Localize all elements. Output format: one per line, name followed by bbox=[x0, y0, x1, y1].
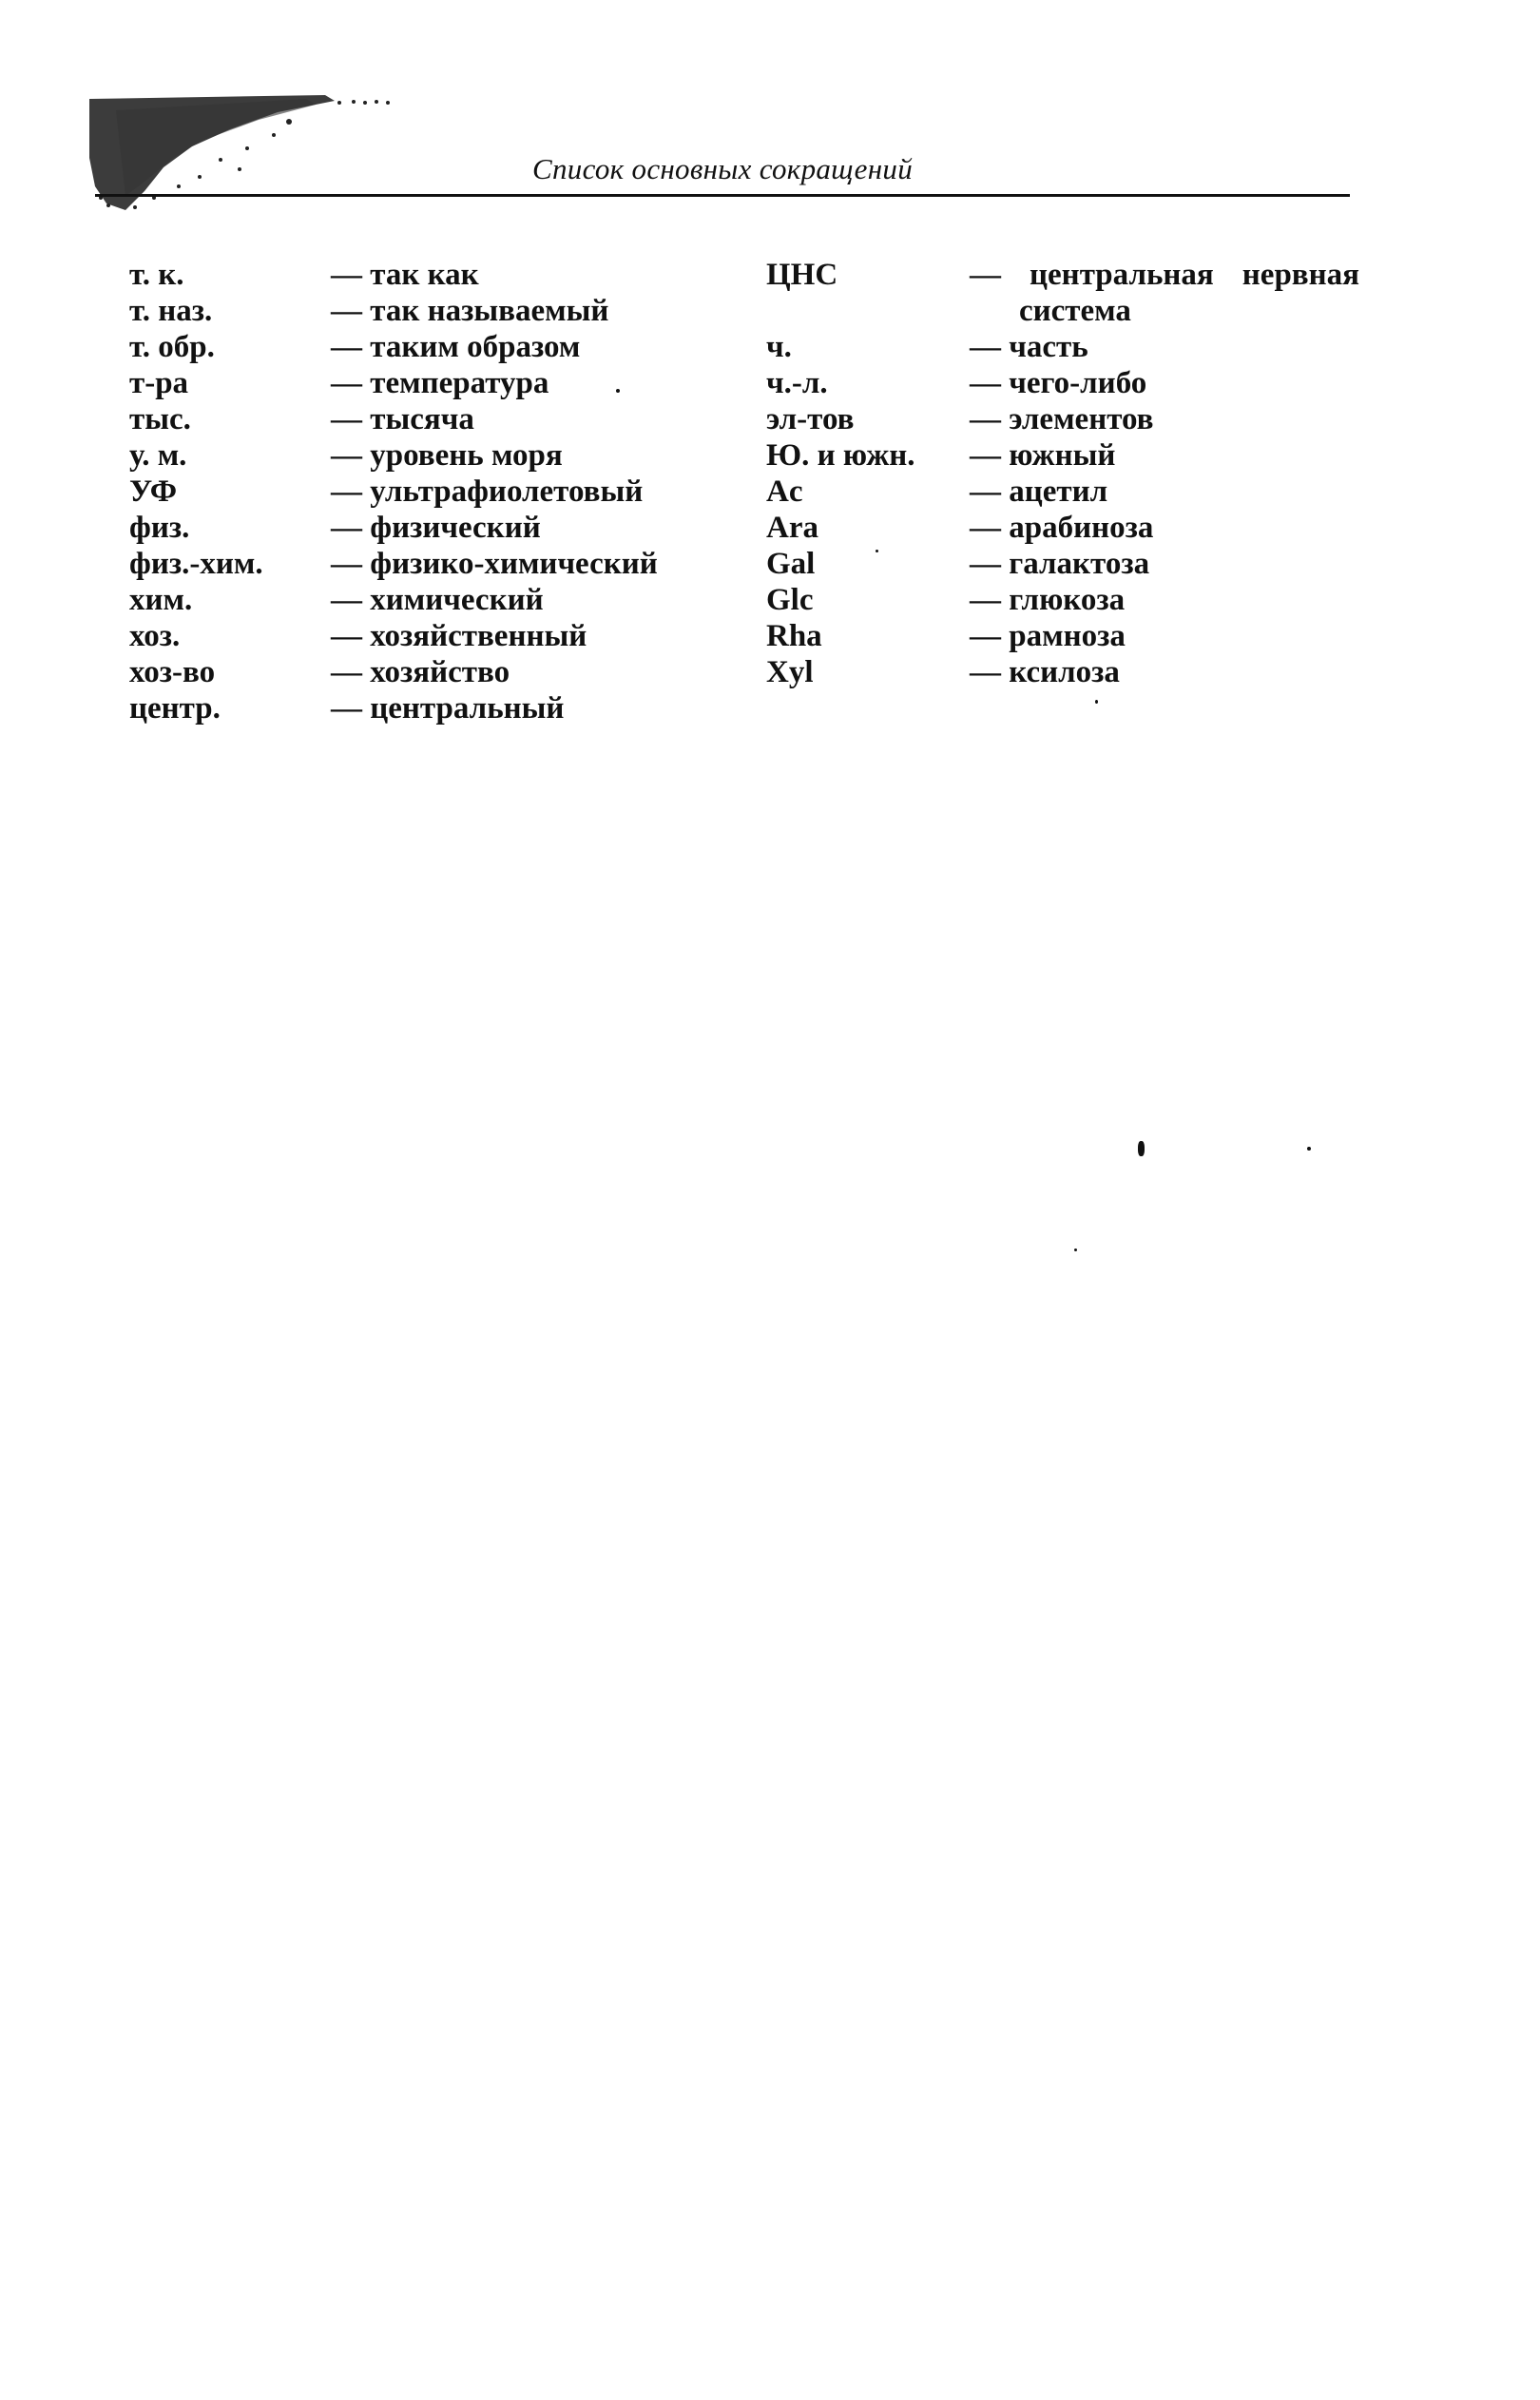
abbreviation: УФ bbox=[129, 474, 178, 509]
abbreviation: хоз-во bbox=[129, 655, 216, 689]
abbreviation: Ю. и южн. bbox=[766, 438, 915, 473]
definition: — ультрафиолетовый bbox=[331, 474, 644, 509]
header-rule bbox=[95, 194, 1350, 197]
list-item bbox=[766, 546, 1356, 582]
abbreviation: Rha bbox=[766, 619, 822, 653]
abbreviation: т. обр. bbox=[129, 330, 215, 364]
list-item bbox=[129, 401, 719, 437]
list-item bbox=[129, 618, 719, 654]
definition: — чего-либо bbox=[970, 366, 1147, 400]
abbreviation: Xyl bbox=[766, 655, 814, 689]
list-item bbox=[129, 437, 719, 474]
abbreviation: т. к. bbox=[129, 258, 184, 292]
definition: — так как bbox=[331, 258, 479, 292]
abbreviation: Ac bbox=[766, 474, 803, 509]
list-item bbox=[766, 582, 1356, 618]
definition: — центральный bbox=[331, 691, 565, 726]
list-item bbox=[129, 582, 719, 618]
definition: — тысяча bbox=[331, 402, 474, 436]
abbreviation: хим. bbox=[129, 583, 193, 617]
list-item bbox=[766, 401, 1356, 437]
definition: — глюкоза bbox=[970, 583, 1126, 617]
list-item bbox=[766, 329, 1356, 365]
definition: — элементов bbox=[970, 402, 1154, 436]
list-item bbox=[766, 654, 1356, 690]
definition: — ксилоза bbox=[970, 655, 1120, 689]
abbreviation: Gal bbox=[766, 547, 816, 581]
definition: — так называемый bbox=[331, 294, 609, 328]
list-item-continuation bbox=[766, 293, 1356, 329]
definition: — южный bbox=[970, 438, 1116, 473]
abbreviation-list-right bbox=[766, 257, 1359, 690]
definition: — ацетил bbox=[970, 474, 1108, 509]
list-item bbox=[766, 437, 1356, 474]
abbreviation: т-ра bbox=[129, 366, 189, 400]
abbreviation: центр. bbox=[129, 691, 221, 726]
definition: — часть bbox=[970, 330, 1088, 364]
definition: — таким образом bbox=[331, 330, 581, 364]
scan-speck bbox=[1095, 700, 1098, 704]
list-item bbox=[129, 365, 719, 401]
list-item bbox=[766, 365, 1356, 401]
abbreviation: физ. bbox=[129, 511, 190, 545]
list-item bbox=[129, 546, 719, 582]
list-item bbox=[129, 329, 719, 365]
abbreviation: Ara bbox=[766, 511, 818, 545]
definition: — хозяйство bbox=[331, 655, 510, 689]
list-item bbox=[766, 510, 1356, 546]
running-header-title: Список основных сокращений bbox=[532, 152, 913, 185]
definition: — арабиноза bbox=[970, 511, 1154, 545]
definition: — температура bbox=[331, 366, 549, 400]
list-item bbox=[129, 257, 719, 293]
abbreviation: эл-тов bbox=[766, 402, 855, 436]
list-item bbox=[766, 257, 1359, 293]
abbreviation: хоз. bbox=[129, 619, 181, 653]
abbreviation: Glc bbox=[766, 583, 814, 617]
list-item bbox=[129, 690, 719, 726]
abbreviation: ч. bbox=[766, 330, 792, 364]
list-item bbox=[129, 654, 719, 690]
scan-speck bbox=[876, 550, 878, 552]
abbreviation: т. наз. bbox=[129, 294, 213, 328]
abbreviation-list-left bbox=[129, 257, 719, 726]
scan-speck bbox=[1138, 1141, 1145, 1156]
definition: — физический bbox=[331, 511, 541, 545]
list-item bbox=[129, 293, 719, 329]
scan-speck bbox=[1307, 1147, 1311, 1151]
definition: — центральная нервная bbox=[970, 258, 1359, 292]
list-item bbox=[766, 474, 1356, 510]
definition: — рамноза bbox=[970, 619, 1126, 653]
abbreviation: тыс. bbox=[129, 402, 191, 436]
definition-continuation: система bbox=[1019, 294, 1131, 328]
definition: — химический bbox=[331, 583, 544, 617]
list-item bbox=[129, 510, 719, 546]
scan-speck bbox=[616, 389, 620, 393]
list-item bbox=[766, 618, 1356, 654]
abbreviation: физ.-хим. bbox=[129, 547, 263, 581]
abbreviation: ЦНС bbox=[766, 258, 838, 292]
abbreviation: у. м. bbox=[129, 438, 187, 473]
definition: — хозяйственный bbox=[331, 619, 587, 653]
abbreviation: ч.-л. bbox=[766, 366, 828, 400]
list-item bbox=[129, 474, 719, 510]
definition: — уровень моря bbox=[331, 438, 563, 473]
definition: — физико-химический bbox=[331, 547, 658, 581]
scan-speck bbox=[1074, 1248, 1077, 1251]
definition: — галактоза bbox=[970, 547, 1150, 581]
